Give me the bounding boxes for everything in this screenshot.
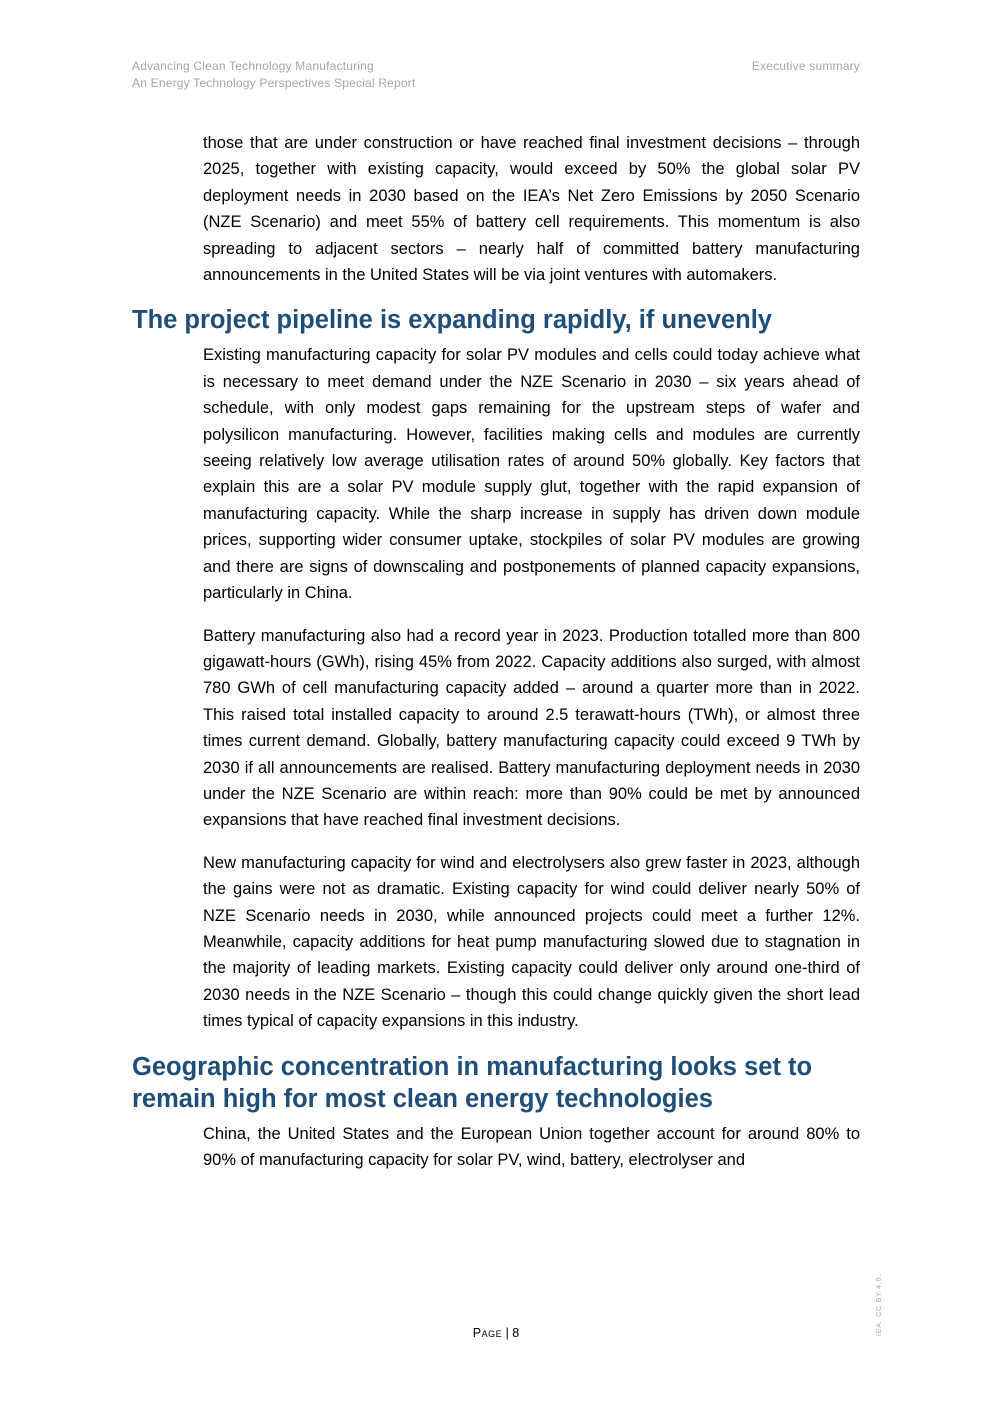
intro-paragraph: those that are under construction or have reached final investment decisions – through 2025, together with existing capacity, would exceed by 50% the global solar PV deployment needs in 2030 based on the IEA’s Net Zero Emissions by 2050 Scenario (NZE Scenario) and meet 55% of battery cell requirements. This momentum is also spreading to adjacent sectors – nearly half of committed battery manufacturing announcements in the United States will be via joint ventures with automakers. <box>203 134 860 285</box>
section-heading-pipeline: The project pipeline is expanding rapidly, if unevenly <box>132 306 772 335</box>
page-number: 8 <box>512 1326 520 1340</box>
report-title: Advancing Clean Technology Manufacturing <box>132 59 374 73</box>
page-separator: | <box>502 1326 513 1340</box>
paragraph-solar-pv: Existing manufacturing capacity for solar PV modules and cells could today achieve what is necessary to meet demand under the NZE Scenario in 2030 – six years ahead of schedule, with only modest gaps remaining for the upstream steps of wafer and polysilicon manufacturing. However, facilities making cells and modules are currently seeing relatively low average utilisation rates of around 50% globally. Key factors that explain this are a solar PV module supply glut, together with the rapid expansion of manufacturing capacity. While the sharp increase in supply has driven down module prices, supporting wider consumer uptake, stockpiles of solar PV modules are growing and there are signs of downscaling and postponements of planned capacity expansions, particularly in China. <box>203 346 860 603</box>
running-header-section: Executive summary <box>751 59 860 73</box>
report-subtitle: An Energy Technology Perspectives Special Report <box>132 76 416 90</box>
running-header-left <box>132 58 416 92</box>
paragraph-geographic: China, the United States and the European Union together account for around 80% to 90% of manufacturing capacity for solar PV, wind, battery, electrolyser and <box>203 1124 860 1169</box>
paragraph-wind-electrolysers: New manufacturing capacity for wind and electrolysers also grew faster in 2023, although the gains were not as dramatic. Existing capacity for wind could deliver nearly 50% of NZE Scenario needs in 2030, while announced projects could meet a further 12%. Meanwhile, capacity additions for heat pump manufacturing slowed due to stagnation in the majority of leading markets. Existing capacity could deliver only around one-third of 2030 needs in the NZE Scenario – though this could change quickly given the short lead times typical of capacity expansions in this industry. <box>203 853 860 1031</box>
paragraph-battery: Battery manufacturing also had a record year in 2023. Production totalled more than 800 gigawatt-hours (GWh), rising 45% from 2022. Capacity additions also surged, with almost 780 GWh of cell manufacturing capacity added – around a quarter more than in 2022. This raised total installed capacity to around 2.5 terawatt-hours (TWh), or almost three times current demand. Globally, battery manufacturing capacity could exceed 9 TWh by 2030 if all announcements are realised. Battery manufacturing deployment needs in 2030 under the NZE Scenario are within reach: more than 90% could be met by announced expansions that have reached final investment decisions. <box>203 626 860 830</box>
page-footer <box>0 1326 992 1340</box>
page-label: Page <box>472 1326 503 1340</box>
license-note: IEA. CC BY 4.0. <box>876 1273 883 1336</box>
page-body <box>132 130 860 1189</box>
section-heading-geographic: Geographic concentration in manufacturing looks set to remain high for most clean energy technologies <box>132 1052 813 1113</box>
